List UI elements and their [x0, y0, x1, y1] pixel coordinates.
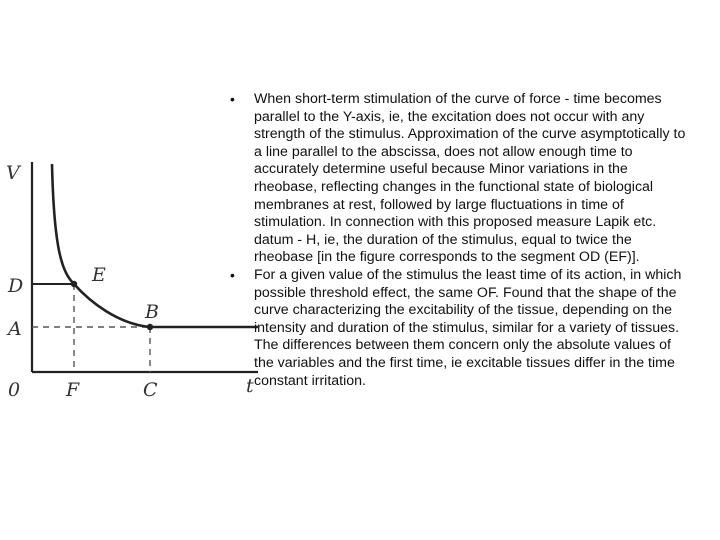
label-a: A: [8, 318, 22, 340]
point-e: [71, 281, 77, 287]
label-f: F: [66, 379, 80, 401]
x-axis-label: t: [246, 375, 254, 397]
bullet-marker: •: [230, 91, 235, 107]
label-c: C: [143, 379, 158, 401]
bullet-text-1: When short-term stimulation of the curve of force - time becomes parallel to the Y-axis, ie, the excitation does not occur with any strength of the stimulus. Approximation of the curve asymptotically to a line parallel to the abscissa, does not allow enough time to accurately determine useful because Minor variations in the rheobase, reflecting changes in the functional state of biological membranes at rest, followed by large fluctuations in time of stimulation. In connection with this proposed measure Lapik etc. datum - H, ie, the duration of the stimulus, equal to twice the rheobase [in the figure corresponds to the segment OD (EF)].: [254, 91, 686, 266]
point-b: [147, 324, 153, 330]
bullet-item-2: [228, 267, 690, 390]
bullet-item-1: [228, 91, 690, 267]
y-axis-label: V: [6, 162, 20, 184]
label-e: E: [92, 264, 106, 286]
origin-label: 0: [8, 379, 21, 401]
bullet-marker: •: [230, 266, 235, 283]
bullet-text-2: For a given value of the stimulus the least time of its action, in which possible threshold effect, the same OF. Found that the shape of the curve characterizing the excitability of the tissue, depending on the intensity and duration of the stimulus, similar for a variety of tissues. The differences between them concern only the absolute values of the variables and the first time, ie excitable tissues differ in the time constant irritation.: [254, 266, 682, 389]
label-b: B: [145, 301, 159, 323]
explanation-text: [228, 91, 690, 390]
label-d: D: [8, 275, 24, 297]
